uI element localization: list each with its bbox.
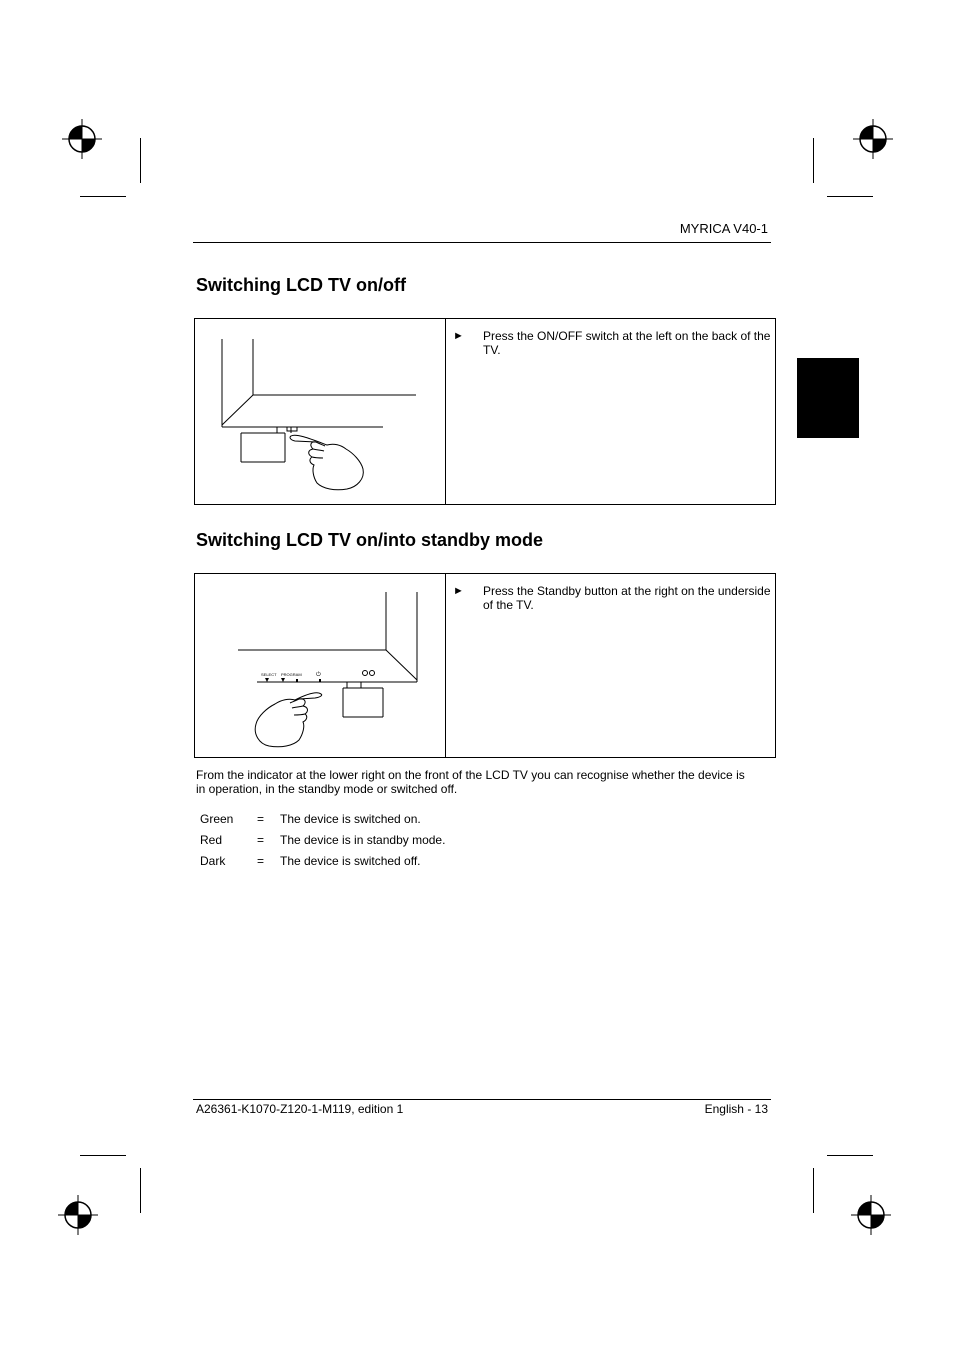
program-label: PROGRAM	[281, 672, 302, 677]
instruction-box-standby	[194, 573, 776, 758]
instruction-box-on-off	[194, 318, 776, 505]
legend-description: The device is switched off.	[280, 854, 421, 868]
instruction-text: Press the Standby button at the right on the underside of the TV.	[483, 584, 771, 612]
bullet-icon: ►	[453, 330, 464, 342]
legend-color: Red	[200, 833, 223, 847]
crop-line	[80, 196, 126, 197]
legend-equals: =	[257, 833, 265, 847]
box-divider	[445, 319, 446, 504]
select-label: SELECT	[261, 672, 277, 677]
crop-line	[827, 1155, 873, 1156]
instruction-text: Press the ON/OFF switch at the left on the back of the TV.	[483, 329, 771, 357]
section-title-on-off: Switching LCD TV on/off	[196, 275, 406, 295]
legend-equals: =	[257, 812, 265, 826]
crop-line	[140, 1168, 141, 1213]
registration-mark-top-right	[853, 119, 893, 159]
header-title: MYRICA V40-1	[679, 221, 768, 236]
registration-mark-bottom-left	[58, 1195, 98, 1235]
header-rule	[193, 242, 771, 243]
registration-mark-top-left	[62, 119, 102, 159]
bullet-icon: ►	[453, 585, 464, 597]
registration-mark-bottom-right	[851, 1195, 891, 1235]
crop-line	[827, 196, 873, 197]
page-number: English - 13	[704, 1102, 768, 1116]
side-tab	[797, 358, 859, 438]
document-id: A26361-K1070-Z120-1-M119, edition 1	[196, 1102, 404, 1116]
section-title-standby: Switching LCD TV on/into standby mode	[196, 530, 543, 550]
power-symbol-icon: ⏻	[316, 671, 321, 678]
indicator-paragraph: From the indicator at the lower right on the front of the LCD TV you can recognise whether the device is in operation, in the standby mode or switched off.	[196, 768, 745, 796]
legend-description: The device is switched on.	[280, 812, 421, 826]
footer-rule	[193, 1099, 771, 1100]
legend-color: Dark	[200, 854, 226, 868]
box-divider	[445, 574, 446, 757]
legend-description: The device is in standby mode.	[280, 833, 446, 847]
legend-equals: =	[257, 854, 265, 868]
crop-line	[813, 1168, 814, 1213]
crop-line	[140, 138, 141, 183]
crop-line	[80, 1155, 126, 1156]
tv-back-illustration	[195, 319, 445, 504]
crop-line	[813, 138, 814, 183]
legend-color: Green	[200, 812, 234, 826]
tv-underside-illustration	[195, 574, 445, 757]
